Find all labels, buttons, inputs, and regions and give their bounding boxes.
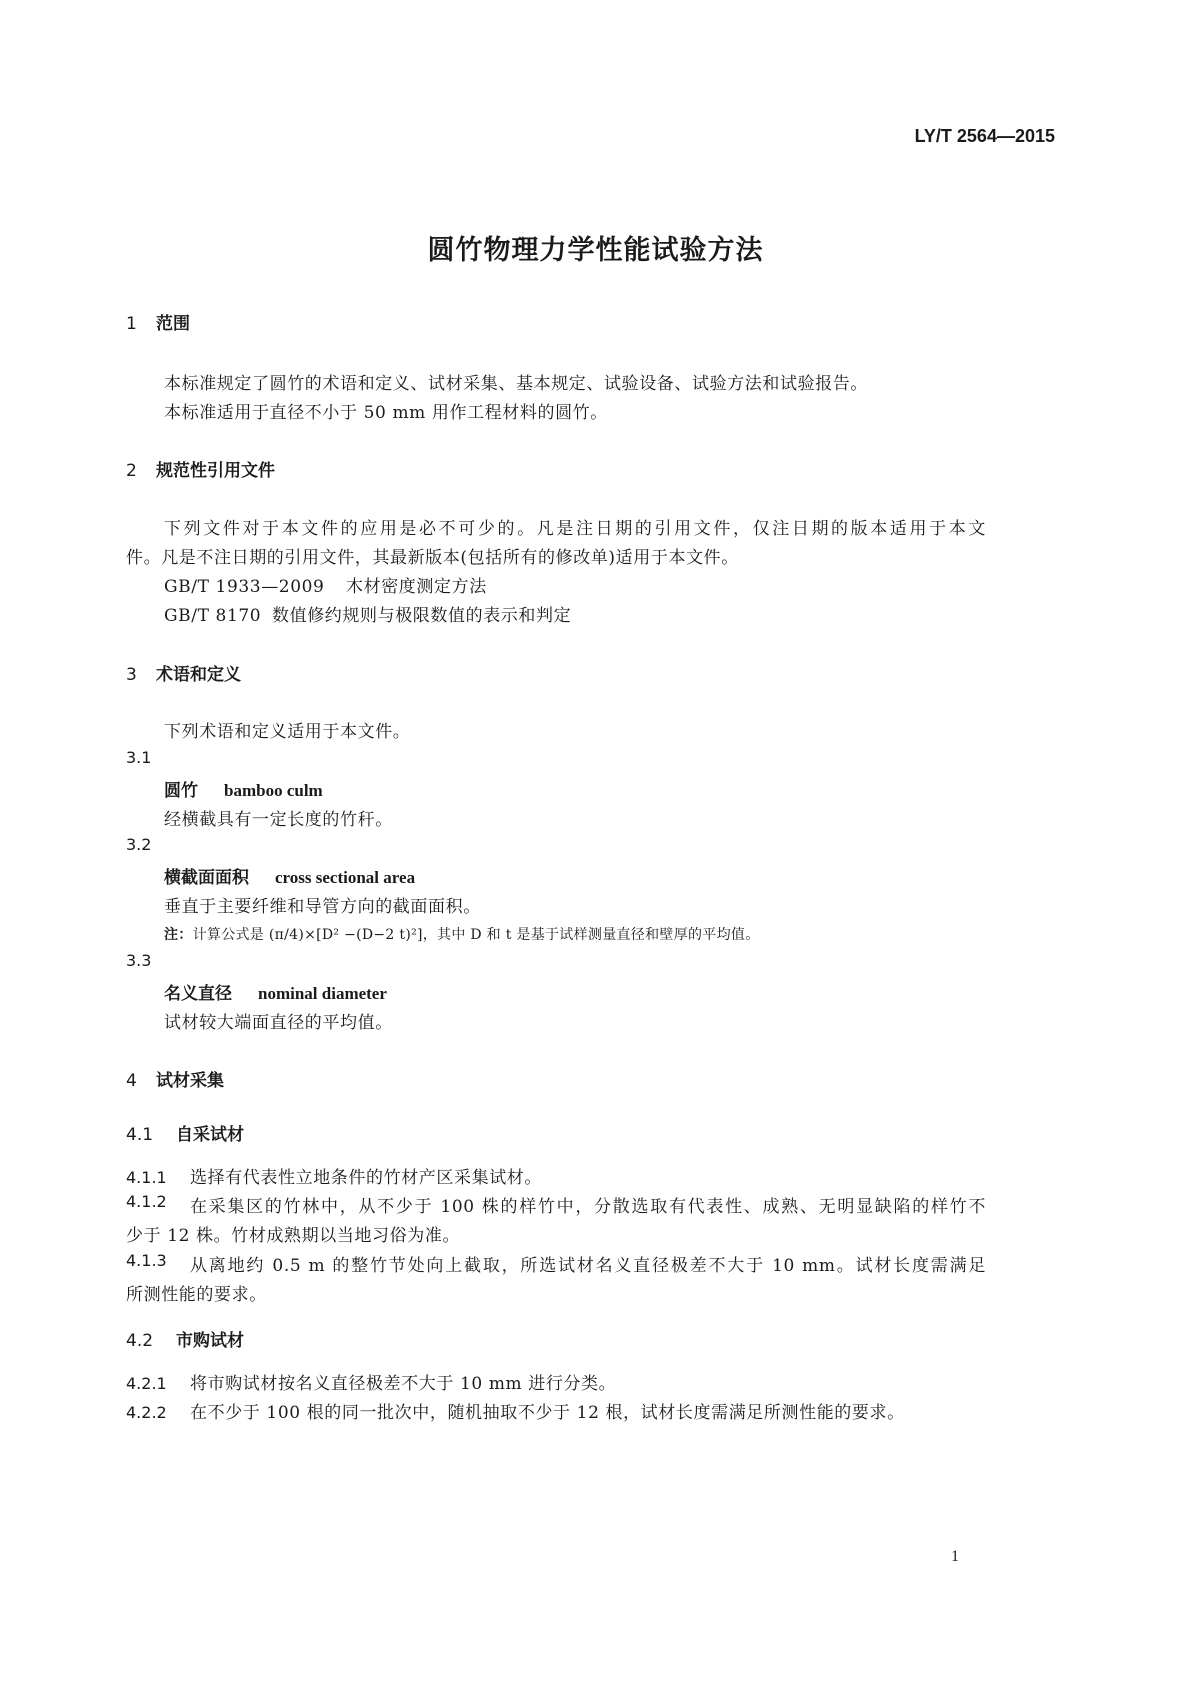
term-zh: 圆竹 <box>164 781 198 801</box>
term-definition: 经横截具有一定长度的竹秆。 <box>164 810 393 830</box>
section-number: 3 <box>126 665 137 685</box>
reference-title: 木材密度测定方法 <box>346 577 487 597</box>
term-heading <box>164 979 387 1004</box>
term-number: 3.2 <box>126 835 152 854</box>
section-number: 4 <box>126 1071 137 1091</box>
section-1-heading <box>126 309 190 334</box>
section-title: 范围 <box>156 314 190 334</box>
term-definition: 试材较大端面直径的平均值。 <box>164 1013 393 1033</box>
subsection-title: 市购试材 <box>176 1331 244 1351</box>
term-en: bamboo culm <box>224 781 323 800</box>
clause-text-continuation: 少于 12 株。竹材成熟期以当地习俗为准。 <box>126 1226 461 1246</box>
term-note <box>164 924 760 944</box>
paragraph: 下列文件对于本文件的应用是必不可少的。凡是注日期的引用文件，仅注日期的版本适用于本文 <box>164 519 986 539</box>
note-text: 计算公式是 (π/4)×[D² −(D−2 t)²]，其中 D 和 t 是基于试样测量直径和壁厚的平均值。 <box>192 927 760 943</box>
section-number: 2 <box>126 461 137 481</box>
term-definition: 垂直于主要纤维和导管方向的截面面积。 <box>164 897 481 917</box>
reference-title: 数值修约规则与极限数值的表示和判定 <box>272 606 572 626</box>
section-title: 试材采集 <box>156 1071 224 1091</box>
standard-code: LY/T 2564—2015 <box>914 126 1055 146</box>
page-number: 1 <box>951 1548 959 1565</box>
clause-number: 4.2.2 <box>126 1403 167 1422</box>
clause-4-1-2 <box>126 1192 986 1217</box>
clause-number: 4.1.3 <box>126 1251 167 1270</box>
reference-code: GB/T 8170 <box>164 606 262 626</box>
term-en: nominal diameter <box>258 984 387 1003</box>
term-zh: 名义直径 <box>164 984 232 1004</box>
subsection-4-2-heading <box>126 1326 244 1351</box>
subsection-number: 4.2 <box>126 1331 154 1351</box>
reference-item <box>164 572 487 597</box>
reference-code: GB/T 1933—2009 <box>164 577 325 597</box>
subsection-4-1-heading <box>126 1120 244 1145</box>
section-number: 1 <box>126 314 137 334</box>
clause-text-continuation: 所测性能的要求。 <box>126 1285 267 1305</box>
section-title: 术语和定义 <box>156 665 241 685</box>
clause-text: 在不少于 100 根的同一批次中，随机抽取不少于 12 根，试材长度需满足所测性能的要求。 <box>190 1403 905 1423</box>
term-number: 3.3 <box>126 951 152 970</box>
clause-4-1-1 <box>126 1163 542 1188</box>
clause-text: 将市购试材按名义直径极差不大于 10 mm 进行分类。 <box>190 1374 617 1394</box>
subsection-title: 自采试材 <box>176 1125 244 1145</box>
clause-4-2-2 <box>126 1398 905 1423</box>
clause-number: 4.2.1 <box>126 1374 167 1393</box>
paragraph: 件。凡是不注日期的引用文件，其最新版本(包括所有的修改单)适用于本文件。 <box>126 548 739 568</box>
paragraph: 本标准适用于直径不小于 50 mm 用作工程材料的圆竹。 <box>164 403 608 423</box>
section-4-heading <box>126 1066 224 1091</box>
paragraph: 本标准规定了圆竹的术语和定义、试材采集、基本规定、试验设备、试验方法和试验报告。 <box>164 374 868 394</box>
clause-number: 4.1.1 <box>126 1168 167 1187</box>
section-2-heading <box>126 456 275 481</box>
paragraph: 下列术语和定义适用于本文件。 <box>164 722 411 742</box>
term-en: cross sectional area <box>275 868 416 887</box>
term-heading <box>164 776 323 801</box>
page-title: 圆竹物理力学性能试验方法 <box>427 235 764 266</box>
clause-text: 选择有代表性立地条件的竹材产区采集试材。 <box>190 1168 542 1188</box>
section-title: 规范性引用文件 <box>156 461 275 481</box>
clause-4-2-1 <box>126 1369 616 1394</box>
clause-number: 4.1.2 <box>126 1192 167 1211</box>
term-zh: 横截面面积 <box>164 868 249 888</box>
term-heading <box>164 863 415 888</box>
section-3-heading <box>126 660 241 685</box>
note-label: 注： <box>164 927 193 943</box>
clause-text: 在采集区的竹林中，从不少于 100 株的样竹中，分散选取有代表性、成熟、无明显缺陷的样竹不 <box>190 1197 986 1217</box>
subsection-number: 4.1 <box>126 1125 154 1145</box>
clause-4-1-3 <box>126 1251 986 1276</box>
term-number: 3.1 <box>126 748 152 767</box>
reference-item <box>164 601 571 626</box>
clause-text: 从离地约 0.5 m 的整竹节处向上截取，所选试材名义直径极差不大于 10 mm。试材长度需满足 <box>190 1256 986 1276</box>
